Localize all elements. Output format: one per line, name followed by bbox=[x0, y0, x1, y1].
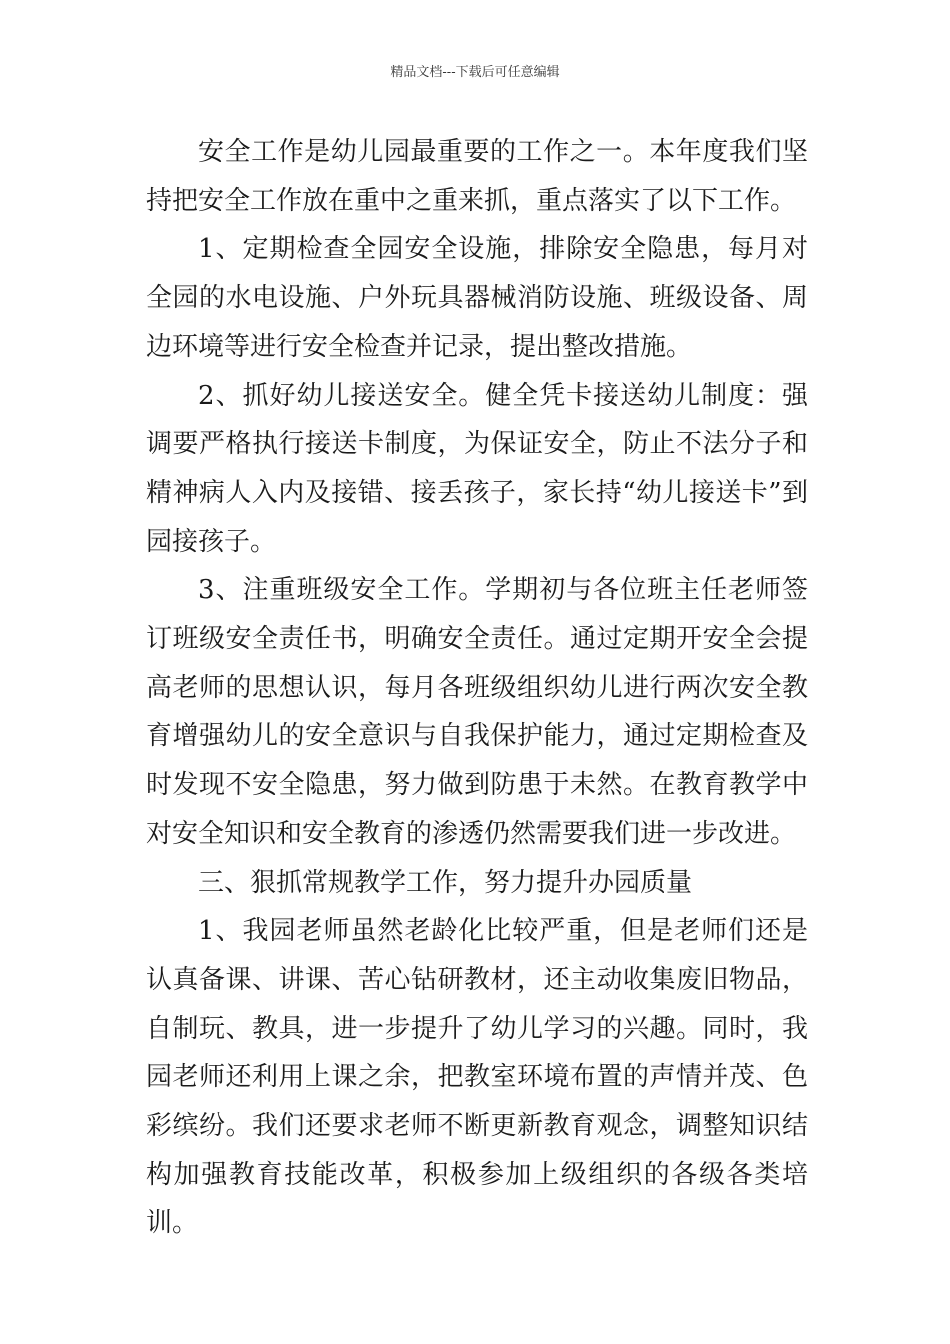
paragraph-intro: 安全工作是幼儿园最重要的工作之一。本年度我们坚持把安全工作放在重中之重来抓，重点落实了以下工作。 bbox=[146, 137, 808, 216]
paragraph-item-1: 1、定期检查全园安全设施，排除安全隐患，每月对全园的水电设施、户外玩具器械消防设施、班级设备、周边环境等进行安全检查并记录，提出整改措施。 bbox=[146, 234, 808, 362]
paragraph-item-3: 3、注重班级安全工作。学期初与各位班主任老师签订班级安全责任书，明确安全责任。通过定期开安全会提高老师的思想认识，每月各班级组织幼儿进行两次安全教育增强幼儿的安全意识与自我保护能力，通过定期检查及时发现不安全隐患，努力做到防患于未然。在教育教学中对安全知识和安全教育的渗透仍然需要我们进一步改进。 bbox=[146, 575, 808, 849]
paragraph-section-item-1: 1、我园老师虽然老龄化比较严重，但是老师们还是认真备课、讲课、苦心钻研教材，还主动收集废旧物品，自制玩、教具，进一步提升了幼儿学习的兴趣。同时，我园老师还利用上课之余，把教室环境布置的声情并茂、色彩缤纷。我们还要求老师不断更新教育观念，调整知识结构加强教育技能改革，积极参加上级组织的各级各类培训。 bbox=[146, 916, 808, 1239]
page-header: 精品文档---下载后可任意编辑 bbox=[390, 65, 560, 80]
document-body bbox=[146, 128, 808, 1248]
paragraph-item-2: 2、抓好幼儿接送安全。健全凭卡接送幼儿制度：强调要严格执行接送卡制度，为保证安全，防止不法分子和精神病人入内及接错、接丢孩子，家长持“幼儿接送卡”到园接孩子。 bbox=[146, 380, 808, 557]
section-heading: 三、狠抓常规教学工作，努力提升办园质量 bbox=[198, 867, 693, 898]
